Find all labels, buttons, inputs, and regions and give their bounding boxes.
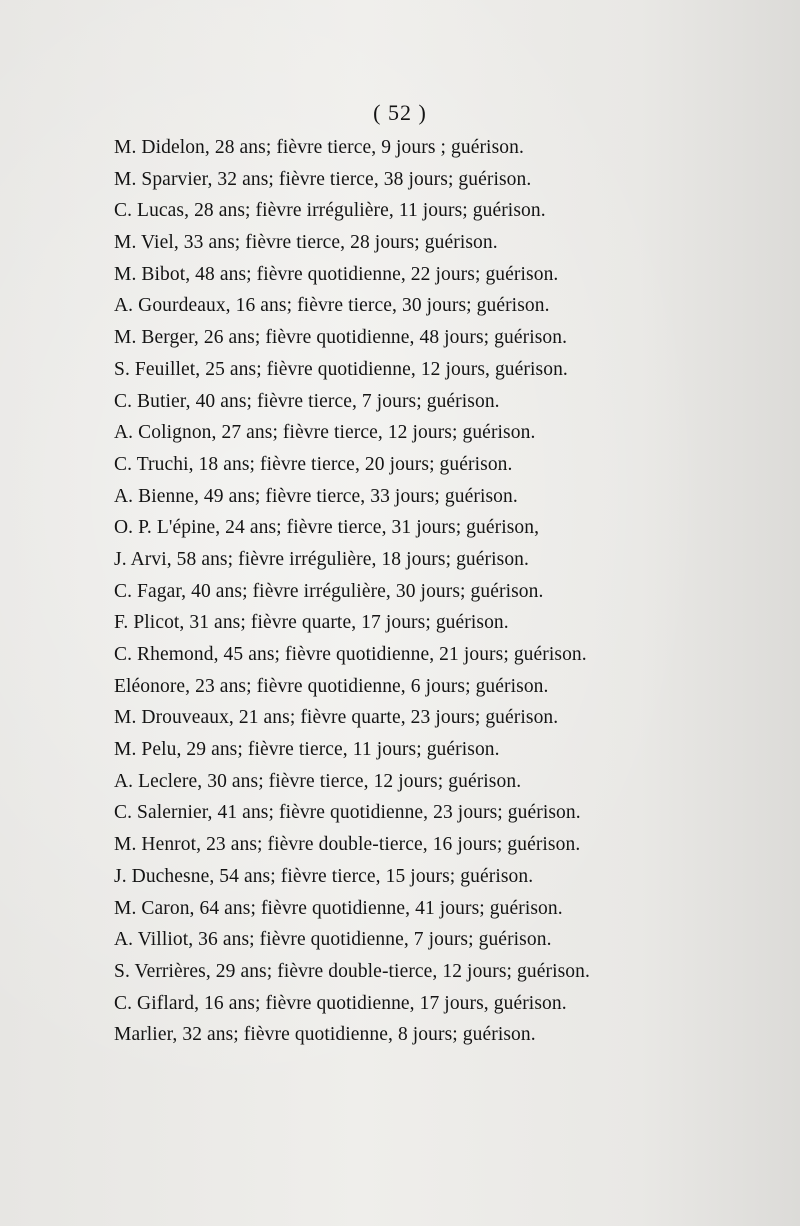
list-item: F. Plicot, 31 ans; fièvre quarte, 17 jours; guérison. [114,612,509,634]
list-item: M. Drouveaux, 21 ans; fièvre quarte, 23 jours; guérison. [114,707,559,729]
list-item: S. Feuillet, 25 ans; fièvre quotidienne, 12 jours, guérison. [114,358,568,380]
list-item: M. Pelu, 29 ans; fièvre tierce, 11 jours; guérison. [114,739,500,761]
list-item: M. Caron, 64 ans; fièvre quotidienne, 41 jours; guérison. [114,897,563,919]
list-item: C. Rhemond, 45 ans; fièvre quotidienne, 21 jours; guérison. [114,644,587,665]
list-item: C. Truchi, 18 ans; fièvre tierce, 20 jours; guérison. [114,453,513,475]
list-item: M. Berger, 26 ans; fièvre quotidienne, 48 jours; guérison. [114,327,568,349]
list-item: A. Gourdeaux, 16 ans; fièvre tierce, 30 jours; guérison. [114,295,550,317]
list-item: M. Bibot, 48 ans; fièvre quotidienne, 22 jours; guérison. [114,263,559,285]
list-item: M. Viel, 33 ans; fièvre tierce, 28 jours; guérison. [114,232,498,254]
list-item: M. Henrot, 23 ans; fièvre double-tierce, 16 jours; guérison. [114,834,581,856]
list-item: C. Salernier, 41 ans; fièvre quotidienne, 23 jours; guérison. [114,802,581,824]
list-item: A. Leclere, 30 ans; fièvre tierce, 12 jours; guérison. [114,770,522,792]
list-item: C. Fagar, 40 ans; fièvre irrégulière, 30 jours; guérison. [114,580,544,602]
list-item: C. Giflard, 16 ans; fièvre quotidienne, 17 jours, guérison. [114,992,567,1014]
list-item: O. P. L'épine, 24 ans; fièvre tierce, 31 jours; guérison, [114,517,540,539]
list-item: S. Verrières, 29 ans; fièvre double-tierce, 12 jours; guérison. [114,960,590,982]
list-item: Eléonore, 23 ans; fièvre quotidienne, 6 jours; guérison. [114,675,549,697]
list-item: A. Bienne, 49 ans; fièvre tierce, 33 jours; guérison. [114,485,518,507]
list-item: J. Arvi, 58 ans; fièvre irrégulière, 18 jours; guérison. [114,548,530,570]
list-item: A. Colignon, 27 ans; fièvre tierce, 12 jours; guérison. [114,422,536,444]
page-number: ( 52 ) [373,100,427,125]
list-item: Marlier, 32 ans; fièvre quotidienne, 8 jours; guérison. [114,1024,536,1046]
list-item: C. Lucas, 28 ans; fièvre irrégulière, 11 jours; guérison. [114,200,546,222]
list-item: M. Sparvier, 32 ans; fièvre tierce, 38 jours; guérison. [114,168,532,190]
list-item: M. Didelon, 28 ans; fièvre tierce, 9 jours ; guérison. [114,137,524,158]
list-item: C. Butier, 40 ans; fièvre tierce, 7 jours; guérison. [114,390,500,412]
patient-list [114,132,714,1051]
list-item: J. Duchesne, 54 ans; fièvre tierce, 15 jours; guérison. [114,865,534,887]
list-item: A. Villiot, 36 ans; fièvre quotidienne, 7 jours; guérison. [114,929,552,951]
